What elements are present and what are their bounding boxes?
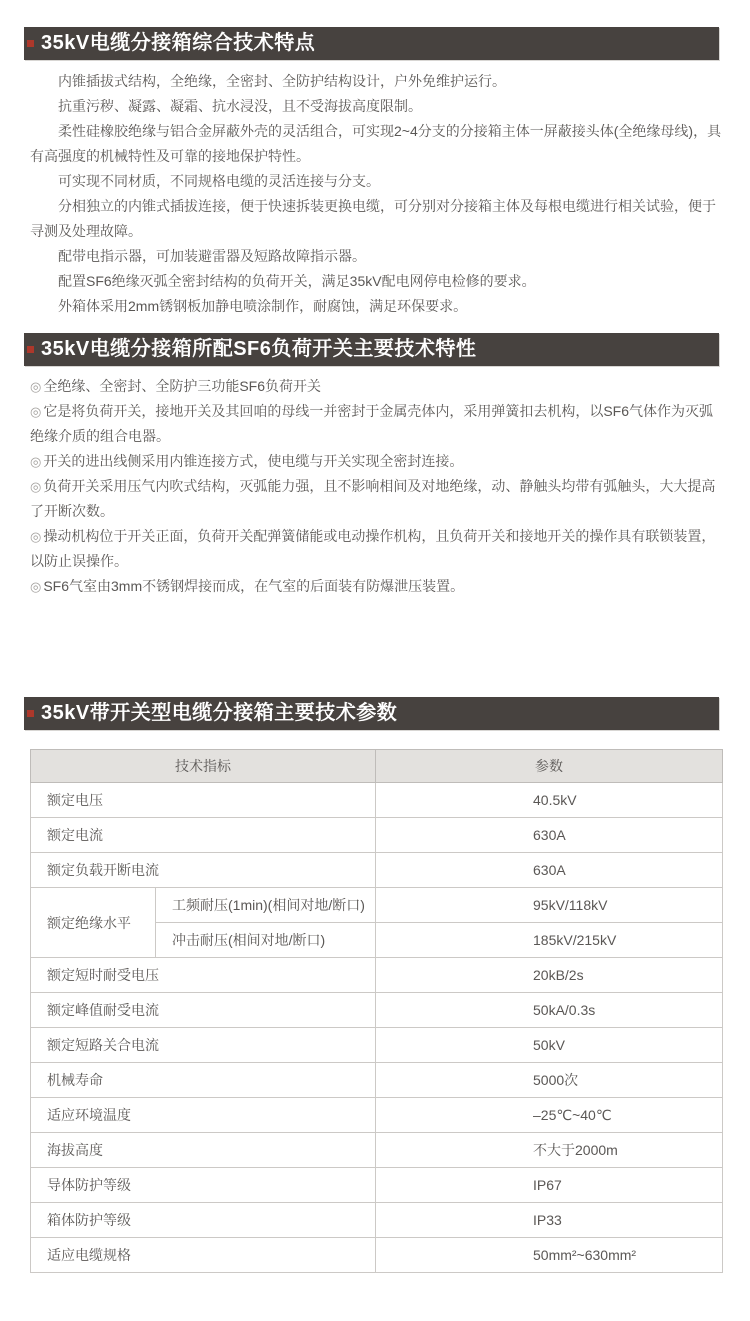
parameters-table <box>30 749 723 1273</box>
param-label-cell: 额定短时耐受电压 <box>31 958 376 993</box>
red-square-icon <box>27 710 34 717</box>
table-row <box>31 1168 723 1203</box>
table-row <box>31 888 723 923</box>
ring-bullet-icon: ◎ <box>30 404 42 419</box>
sf6-bullet <box>30 474 722 524</box>
feature-paragraph: 外箱体采用2mm锈钢板加静电喷涂制作，耐腐蚀，满足环保要求。 <box>58 298 468 314</box>
param-sublabel-cell: 冲击耐压(相间对地/断口) <box>156 923 376 958</box>
param-value-cell: 630A <box>376 818 723 853</box>
param-label-cell: 适应环境温度 <box>31 1098 376 1133</box>
table-row <box>31 853 723 888</box>
section-header-features <box>24 27 719 60</box>
ring-bullet-icon: ◎ <box>30 529 42 544</box>
param-label-cell: 导体防护等级 <box>31 1168 376 1203</box>
sf6-bullets <box>30 374 722 599</box>
param-value-cell: IP33 <box>376 1203 723 1238</box>
table-row <box>31 1028 723 1063</box>
table-row <box>31 993 723 1028</box>
section-title: 35kV电缆分接箱所配SF6负荷开关主要技术特性 <box>41 338 477 360</box>
sf6-bullet-text: SF6气室由3mm不锈钢焊接而成，在气室的后面装有防爆泄压装置。 <box>43 578 465 594</box>
table-header-row <box>31 750 723 783</box>
table-row <box>31 1203 723 1238</box>
sf6-bullet-text: 全绝缘、全密封、全防护三功能SF6负荷开关 <box>43 378 322 394</box>
param-value-cell: 50kV <box>376 1028 723 1063</box>
param-label-cell: 额定短路关合电流 <box>31 1028 376 1063</box>
table-row <box>31 1098 723 1133</box>
section-title: 35kV带开关型电缆分接箱主要技术参数 <box>41 702 398 724</box>
param-sublabel-cell: 工频耐压(1min)(相间对地/断口) <box>156 888 376 923</box>
param-label-cell: 机械寿命 <box>31 1063 376 1098</box>
feature-paragraph: 柔性硅橡胶绝缘与铝合金屏蔽外壳的灵活组合，可实现2~4分支的分接箱主体一屏蔽接头体(全绝缘母线)，具有高强度的机械特性及可靠的接地保护特性。 <box>30 123 722 164</box>
param-label-cell: 额定负载开断电流 <box>31 853 376 888</box>
sf6-bullet-text: 操动机构位于开关正面，负荷开关配弹簧储能或电动操作机构，且负荷开关和接地开关的操作具有联锁装置，以防止误操作。 <box>30 528 716 569</box>
sf6-bullet <box>30 524 722 574</box>
param-value-cell: 95kV/118kV <box>376 888 723 923</box>
feature-paragraph: 抗重污秽、凝露、凝霜、抗水浸没，且不受海拔高度限制。 <box>58 98 422 114</box>
feature-paragraph: 可实现不同材质，不同规格电缆的灵活连接与分支。 <box>58 173 380 189</box>
param-value-cell: 50kA/0.3s <box>376 993 723 1028</box>
feature-paragraph: 分相独立的内锥式插拔连接，便于快速拆装更换电缆，可分别对分接箱主体及每根电缆进行相关试验，便于寻测及处理故障。 <box>30 198 716 239</box>
param-value-cell: 50mm²~630mm² <box>376 1238 723 1273</box>
param-label-cell: 额定绝缘水平 <box>31 888 156 958</box>
param-label-cell: 额定峰值耐受电流 <box>31 993 376 1028</box>
param-value-cell: 20kB/2s <box>376 958 723 993</box>
param-label-cell: 适应电缆规格 <box>31 1238 376 1273</box>
feature-paragraph: 配置SF6绝缘灭弧全密封结构的负荷开关，满足35kV配电网停电检修的要求。 <box>58 273 536 289</box>
section-title: 35kV电缆分接箱综合技术特点 <box>41 32 316 54</box>
red-square-icon <box>27 40 34 47</box>
sf6-bullet <box>30 399 722 449</box>
ring-bullet-icon: ◎ <box>30 479 42 494</box>
param-value-cell: 630A <box>376 853 723 888</box>
table-header-indicator: 技术指标 <box>31 750 376 783</box>
param-value-cell: 5000次 <box>376 1063 723 1098</box>
red-square-icon <box>27 346 34 353</box>
table-row <box>31 958 723 993</box>
section-header-params <box>24 697 719 730</box>
param-label-cell: 海拔高度 <box>31 1133 376 1168</box>
table-row <box>31 783 723 818</box>
feature-paragraph: 内锥插拔式结构，全绝缘，全密封、全防护结构设计，户外免维护运行。 <box>58 73 506 89</box>
table-row <box>31 818 723 853</box>
ring-bullet-icon: ◎ <box>30 379 42 394</box>
sf6-bullet <box>30 374 722 399</box>
section-header-sf6 <box>24 333 719 366</box>
table-row <box>31 1238 723 1273</box>
ring-bullet-icon: ◎ <box>30 579 42 594</box>
ring-bullet-icon: ◎ <box>30 454 42 469</box>
table-row <box>31 1133 723 1168</box>
sf6-bullet <box>30 449 722 474</box>
table-row <box>31 1063 723 1098</box>
sf6-bullet-text: 负荷开关采用压气内吹式结构，灭弧能力强，且不影响相间及对地绝缘，动、静触头均带有弧触头，大大提高了开断次数。 <box>30 478 716 519</box>
param-value-cell: IP67 <box>376 1168 723 1203</box>
sf6-bullet-text: 它是将负荷开关，接地开关及其回咱的母线一并密封于金属壳体内，采用弹簧扣去机构，以SF6气体作为灭弧绝缘介质的组合电器。 <box>30 403 714 444</box>
sf6-bullet <box>30 574 722 599</box>
param-label-cell: 额定电流 <box>31 818 376 853</box>
feature-paragraph: 配带电指示器，可加装避雷器及短路故障指示器。 <box>58 248 366 264</box>
param-label-cell: 箱体防护等级 <box>31 1203 376 1238</box>
param-value-cell: 40.5kV <box>376 783 723 818</box>
sf6-bullet-text: 开关的进出线侧采用内锥连接方式，使电缆与开关实现全密封连接。 <box>43 453 464 469</box>
param-value-cell: 不大于2000m <box>376 1133 723 1168</box>
features-paragraphs <box>30 69 722 319</box>
param-value-cell: –25℃~40℃ <box>376 1098 723 1133</box>
table-header-parameter: 参数 <box>376 750 723 783</box>
param-label-cell: 额定电压 <box>31 783 376 818</box>
param-value-cell: 185kV/215kV <box>376 923 723 958</box>
